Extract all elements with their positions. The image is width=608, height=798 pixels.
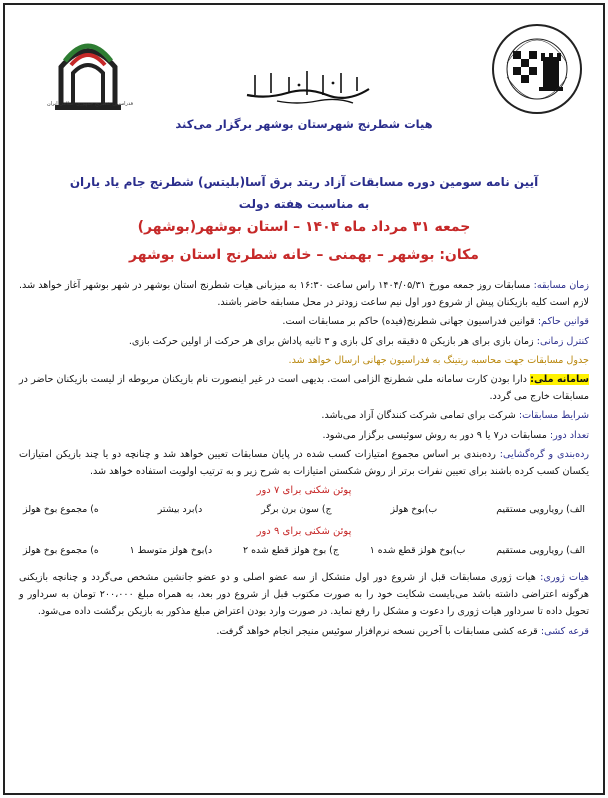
rules-text: قوانین فدراسیون جهانی شطرنج(فیده) حاکم بر مسابقات است. [282,316,535,328]
section-rounds [19,427,589,444]
tiebreak-9-item: ب)بوخ هولز قطع شده ۱ [369,544,466,556]
rounds-label: تعداد دور: [549,429,589,441]
section-national-system [19,371,589,405]
organizer-line: هیات شطرنج شهرستان بوشهر برگزار می‌کند [175,117,433,131]
draw-label: قرعه کشی: [540,625,589,637]
regulations-body [19,277,589,642]
tiebreak-9-title: پوئن شکنی برای ۹ دور [256,525,352,537]
announcement-page [3,3,605,795]
tiebreak-7-item: ج) سون برن برگر [261,504,332,516]
draw-text: قرعه کشی مسابقات با آخرین نسخه نرم‌افزار سوئیس منیجر انجام خواهد گرفت. [216,625,538,637]
tiebreak-7-item: ه) مجموع بوخ هولز [23,504,99,516]
jury-label: هیات ژوری: [540,572,589,584]
tiebreak-9-item: الف) رویارویی مستقیم [496,544,585,556]
tournament-venue: مکان: بوشهر – بهمنی – خانه شطرنج استان بوشهر [129,247,479,263]
section-time-control [19,333,589,350]
rating-note: جدول مسابقات جهت محاسبه ریتینگ به فدراسیون جهانی ارسال خواهد شد. [288,354,589,366]
tiebreak-9-item: ه) مجموع بوخ هولز [23,544,99,556]
control-text: زمان بازی برای هر بازیکن ۵ دقیقه برای کل بازی و ۳ ثانیه پاداش برای هر حرکت از اولین حرکت بازی. [128,335,534,347]
section-rating-note [19,352,589,369]
section-jury [19,569,589,621]
tiebreak-7-title: پوئن شکنی برای ۷ دور [256,485,352,497]
section-draw [19,623,589,640]
rounds-text: مسابقات در۷ یا ۹ دور به روش سوئیسی برگزار می‌شود. [322,429,547,441]
tiebreak-9-list [23,542,585,559]
bushehr-chess-council-logo [491,23,583,115]
federation-caption: فدراسیون شطرنج جمهوری اسلامی ایران [46,101,133,107]
jury-text: هیات ژوری مسابقات قبل از شروع دور اول متشکل از سه عضو اصلی و دو عضو جانشین مشخص می‌گردد و چنانچه بازیکنی هرگونه اعتراضی داشته باشد می‌بایست شکایت خود را به صورت مکتوب قبل از شروع دور بعد، به همراه مبلغ ۲۰۰،۰۰۰ تومان به سرداور و تحویل داده تا سرداور هیات ژوری را دعوت و مشکل را رفع نماید. در صورت وارد بودن اعتراض مبلغ مذکور به بازیکن برگشت داده می‌شود. [19,572,589,618]
tiebreak-9-item: د)بوخ هولز متوسط ۱ [129,544,213,556]
time-text: مسابقات روز جمعه مورخ ۱۴۰۴/۰۵/۳۱ راس ساعت ۱۶:۳۰ به میزبانی هیات شطرنج استان بوشهر در شهر بوشهر آغاز خواهد شد. لازم است کلیه بازیکنان پیش از شروع دور اول نیم ساعت زودتر در محل مسابقه حاضر باشند. [19,280,589,309]
section-rules [19,313,589,330]
tiebreak-7-item: ب)بوخ هولز [390,504,438,516]
ranking-label: رده‌بندی و گره‌گشایی: [499,448,590,460]
time-label: زمان مسابقه: [533,280,590,291]
conditions-label: شرایط مسابقات: [518,410,589,422]
section-ranking [19,446,589,480]
rules-label: قوانین حاکم: [537,316,589,328]
basmala-calligraphy [237,65,377,107]
tournament-title: آیین نامه سومین دوره مسابقات آزاد ریتد برق آسا(بلیتس) شطرنج جام یاد یاران [69,175,539,189]
tournament-date: جمعه ۳۱ مرداد ماه ۱۴۰۴ – استان بوشهر(بوشهر) [137,219,471,235]
ranking-text: رده‌بندی بر اساس مجموع امتیازات کسب شده در پایان مسابقات تعیین خواهد شد و چنانچه دو یا چند بازیکن امتیازات یکسان کسب کرده باشند برای تعیین نفرات برتر از روش شکستن امتیازات به شرح زیر و به ترتیب اولویت استفاده خواهد شد. [19,448,589,478]
control-label: کنترل زمانی: [536,335,589,347]
tiebreak-9-item: ج) بوخ هولز قطع شده ۲ [243,544,339,556]
tiebreak-7-list [23,501,585,518]
section-time [19,277,589,311]
tournament-occasion: به مناسبت هفته دولت [238,197,370,211]
tiebreak-7-item: د)برد بیشتر [157,504,203,516]
conditions-text: شرکت برای تمامی شرکت کنندگان آزاد می‌باشد. [321,410,516,422]
system-label: سامانه ملی: [530,374,589,386]
section-conditions [19,407,589,424]
system-text: دارا بودن کارت سامانه ملی شطرنج الزامی است. بدیهی است در غیر اینصورت نام بازیکنان مربوطه از لیست بازیکنان حاضر در مسابقات خارج می گردد. [19,374,589,403]
tiebreak-7-item: الف) رویارویی مستقیم [496,504,585,516]
